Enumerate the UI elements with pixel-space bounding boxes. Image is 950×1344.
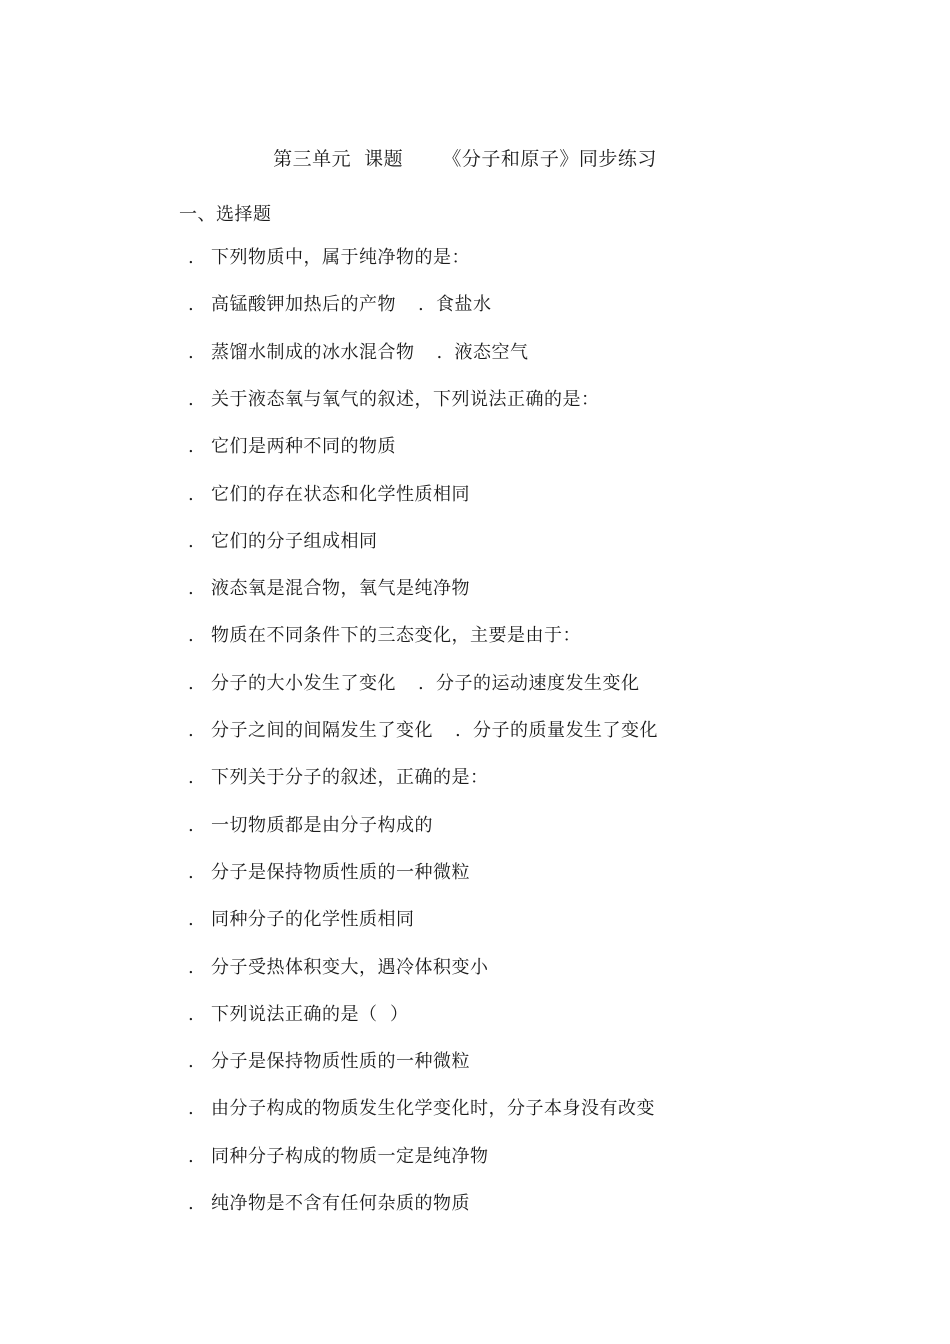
line-text: 它们是两种不同的物质	[211, 436, 396, 458]
line-marker: .	[188, 767, 195, 789]
line-marker: .	[188, 1193, 195, 1214]
line-text: 下列说法正确的是（ ）	[211, 1003, 409, 1025]
option-text: 分子之间的间隔发生了变化	[211, 720, 433, 741]
question-line	[188, 434, 396, 460]
line-text: 同种分子构成的物质一定是纯净物	[211, 1145, 489, 1167]
line-text: 液态氧是混合物，氧气是纯净物	[211, 578, 470, 600]
question-line	[188, 1096, 655, 1122]
option-text: 分子的质量发生了变化	[473, 720, 658, 741]
question-line	[188, 340, 529, 366]
line-marker: .	[188, 483, 195, 505]
line-marker: .	[188, 672, 195, 694]
line-text: 由分子构成的物质发生化学变化时，分子本身没有改变	[211, 1098, 655, 1120]
line-marker: .	[188, 814, 195, 836]
question-line	[188, 860, 470, 886]
line-text: 关于液态氧与氧气的叙述，下列说法正确的是：	[211, 388, 600, 410]
line-text: 它们的存在状态和化学性质相同	[211, 483, 470, 505]
document-title: 第三单元 课题 《分子和原子》同步练习	[273, 148, 657, 170]
line-marker: .	[188, 1051, 195, 1073]
line-text: 物质在不同条件下的三态变化，主要是由于：	[211, 625, 581, 647]
line-marker: .	[188, 861, 195, 883]
question-line	[188, 1049, 470, 1075]
option-text: 液态空气	[454, 341, 529, 363]
line-marker: .	[455, 720, 462, 741]
question-line	[188, 623, 581, 649]
line-marker: .	[188, 909, 195, 931]
line-marker: .	[188, 1145, 195, 1167]
line-marker: .	[188, 436, 195, 458]
line-marker: .	[418, 294, 425, 316]
line-marker: .	[188, 720, 195, 741]
line-text: 分子是保持物质性质的一种微粒	[211, 1051, 470, 1073]
option-text: 食盐水	[436, 294, 492, 316]
question-line	[188, 387, 600, 413]
question-line	[188, 813, 433, 839]
line-marker: .	[188, 1098, 195, 1120]
line-marker: .	[188, 530, 195, 552]
option-text: 蒸馏水制成的冰水混合物	[211, 341, 415, 363]
line-text: 一切物质都是由分子构成的	[211, 814, 433, 836]
line-marker: .	[188, 625, 195, 647]
line-marker: .	[188, 247, 195, 268]
line-text: 分子是保持物质性质的一种微粒	[211, 861, 470, 883]
question-line	[188, 765, 489, 791]
question-line	[188, 482, 470, 508]
option-text: 分子的运动速度发生变化	[436, 672, 640, 694]
question-line	[188, 907, 415, 933]
line-marker: .	[188, 388, 195, 410]
option-text: 分子的大小发生了变化	[211, 672, 396, 694]
question-line	[188, 529, 378, 555]
option-text: 高锰酸钾加热后的产物	[211, 294, 396, 316]
line-text: 它们的分子组成相同	[211, 530, 378, 552]
question-line	[188, 955, 489, 981]
question-line	[188, 1191, 470, 1217]
question-line	[188, 576, 470, 602]
line-marker: .	[188, 294, 195, 316]
line-text: 下列关于分子的叙述，正确的是：	[211, 767, 489, 789]
line-marker: .	[188, 578, 195, 600]
line-text: 同种分子的化学性质相同	[211, 909, 415, 931]
line-marker: .	[188, 341, 195, 363]
line-marker: .	[188, 1003, 195, 1025]
question-line	[188, 1144, 489, 1170]
line-marker: .	[418, 672, 425, 694]
line-text: 纯净物是不含有任何杂质的物质	[211, 1193, 470, 1214]
section-heading: 一、选择题	[179, 204, 272, 225]
question-line	[188, 245, 470, 271]
line-marker: .	[188, 956, 195, 978]
question-line	[188, 1002, 408, 1028]
line-text: 下列物质中，属于纯净物的是：	[211, 247, 470, 268]
question-line	[188, 292, 492, 318]
line-text: 分子受热体积变大，遇冷体积变小	[211, 956, 489, 978]
question-line	[188, 718, 658, 744]
line-marker: .	[436, 341, 443, 363]
question-line	[188, 671, 640, 697]
